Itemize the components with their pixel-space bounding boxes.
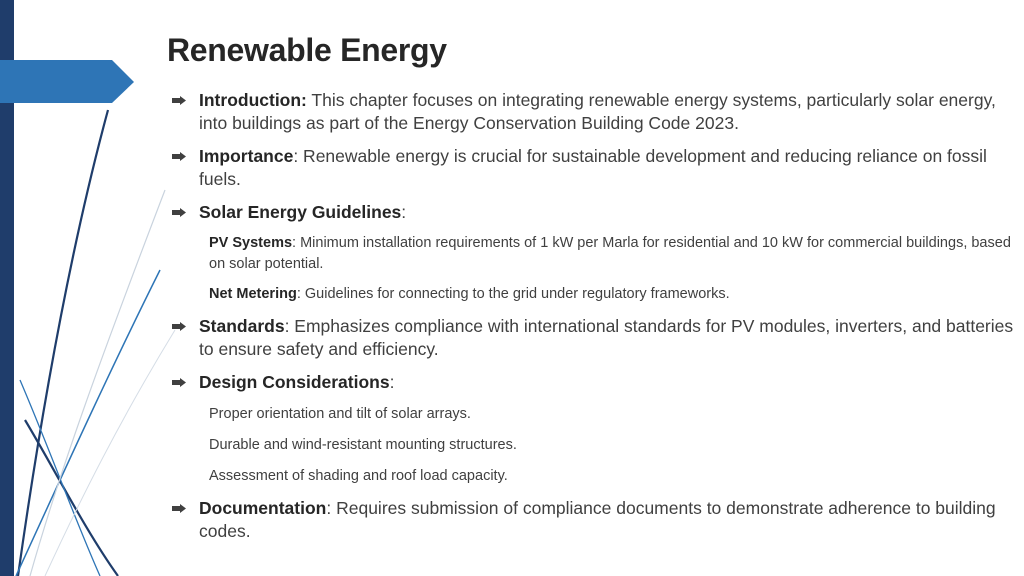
- bullet-text: This chapter focuses on integrating renewable energy systems, particularly solar energy, into buildings as part of the Energy Conservation Building Code 2023.: [199, 90, 996, 133]
- arrow-bullet-icon: [172, 504, 186, 513]
- bullet-importance: [170, 145, 1020, 191]
- bullet-label: Introduction:: [199, 90, 307, 110]
- bullet-design-considerations: [170, 371, 1020, 394]
- sub-bullet-text: : Minimum installation requirements of 1 kW per Marla for residential and 10 kW for commercial buildings, based on solar potential.: [209, 235, 1011, 272]
- decorative-curve-5: [30, 190, 165, 576]
- arrow-bullet-icon: [172, 378, 186, 387]
- slide-content: [170, 89, 1020, 553]
- sub-bullet-label: Net Metering: [209, 286, 297, 302]
- bullet-text: :: [401, 202, 407, 222]
- bullet-text: :: [389, 372, 395, 392]
- page-title: Renewable Energy: [167, 32, 447, 68]
- bullet-text: : Renewable energy is crucial for sustainable development and reducing reliance on fossil fuels.: [199, 146, 987, 189]
- decorative-curve-6: [45, 330, 175, 576]
- bullet-label: Documentation: [199, 498, 327, 518]
- design-item: Proper orientation and tilt of solar arrays.: [209, 406, 471, 422]
- bullet-text: : Emphasizes compliance with international standards for PV modules, inverters, and batteries to ensure safety and efficiency.: [199, 316, 1014, 359]
- arrow-bullet-icon: [172, 152, 186, 161]
- decorative-curve-1: [18, 110, 108, 576]
- arrow-bullet-icon: [172, 322, 186, 331]
- sub-bullet-label: PV Systems: [209, 235, 293, 251]
- bullet-introduction: [170, 89, 1020, 135]
- bullet-label: Importance: [199, 146, 294, 166]
- bullet-label: Solar Energy Guidelines: [199, 202, 402, 222]
- bullet-label: Standards: [199, 316, 285, 336]
- title-accent-arrow: [0, 60, 134, 103]
- sub-bullet-text: : Guidelines for connecting to the grid under regulatory frameworks.: [296, 286, 730, 302]
- bullet-solar-guidelines: [170, 201, 1020, 224]
- bullet-standards: [170, 315, 1020, 361]
- arrow-bullet-icon: [172, 208, 186, 217]
- design-item: Assessment of shading and roof load capacity.: [209, 468, 508, 484]
- bullet-text: : Requires submission of compliance documents to demonstrate adherence to building codes.: [199, 498, 996, 541]
- arrow-bullet-icon: [172, 96, 186, 105]
- sub-bullet-net-metering: [170, 284, 1020, 305]
- sub-bullet-pv-systems: [170, 233, 1020, 275]
- design-item: Durable and wind-resistant mounting structures.: [209, 437, 517, 453]
- bullet-documentation: [170, 497, 1020, 543]
- bullet-label: Design Considerations: [199, 372, 390, 392]
